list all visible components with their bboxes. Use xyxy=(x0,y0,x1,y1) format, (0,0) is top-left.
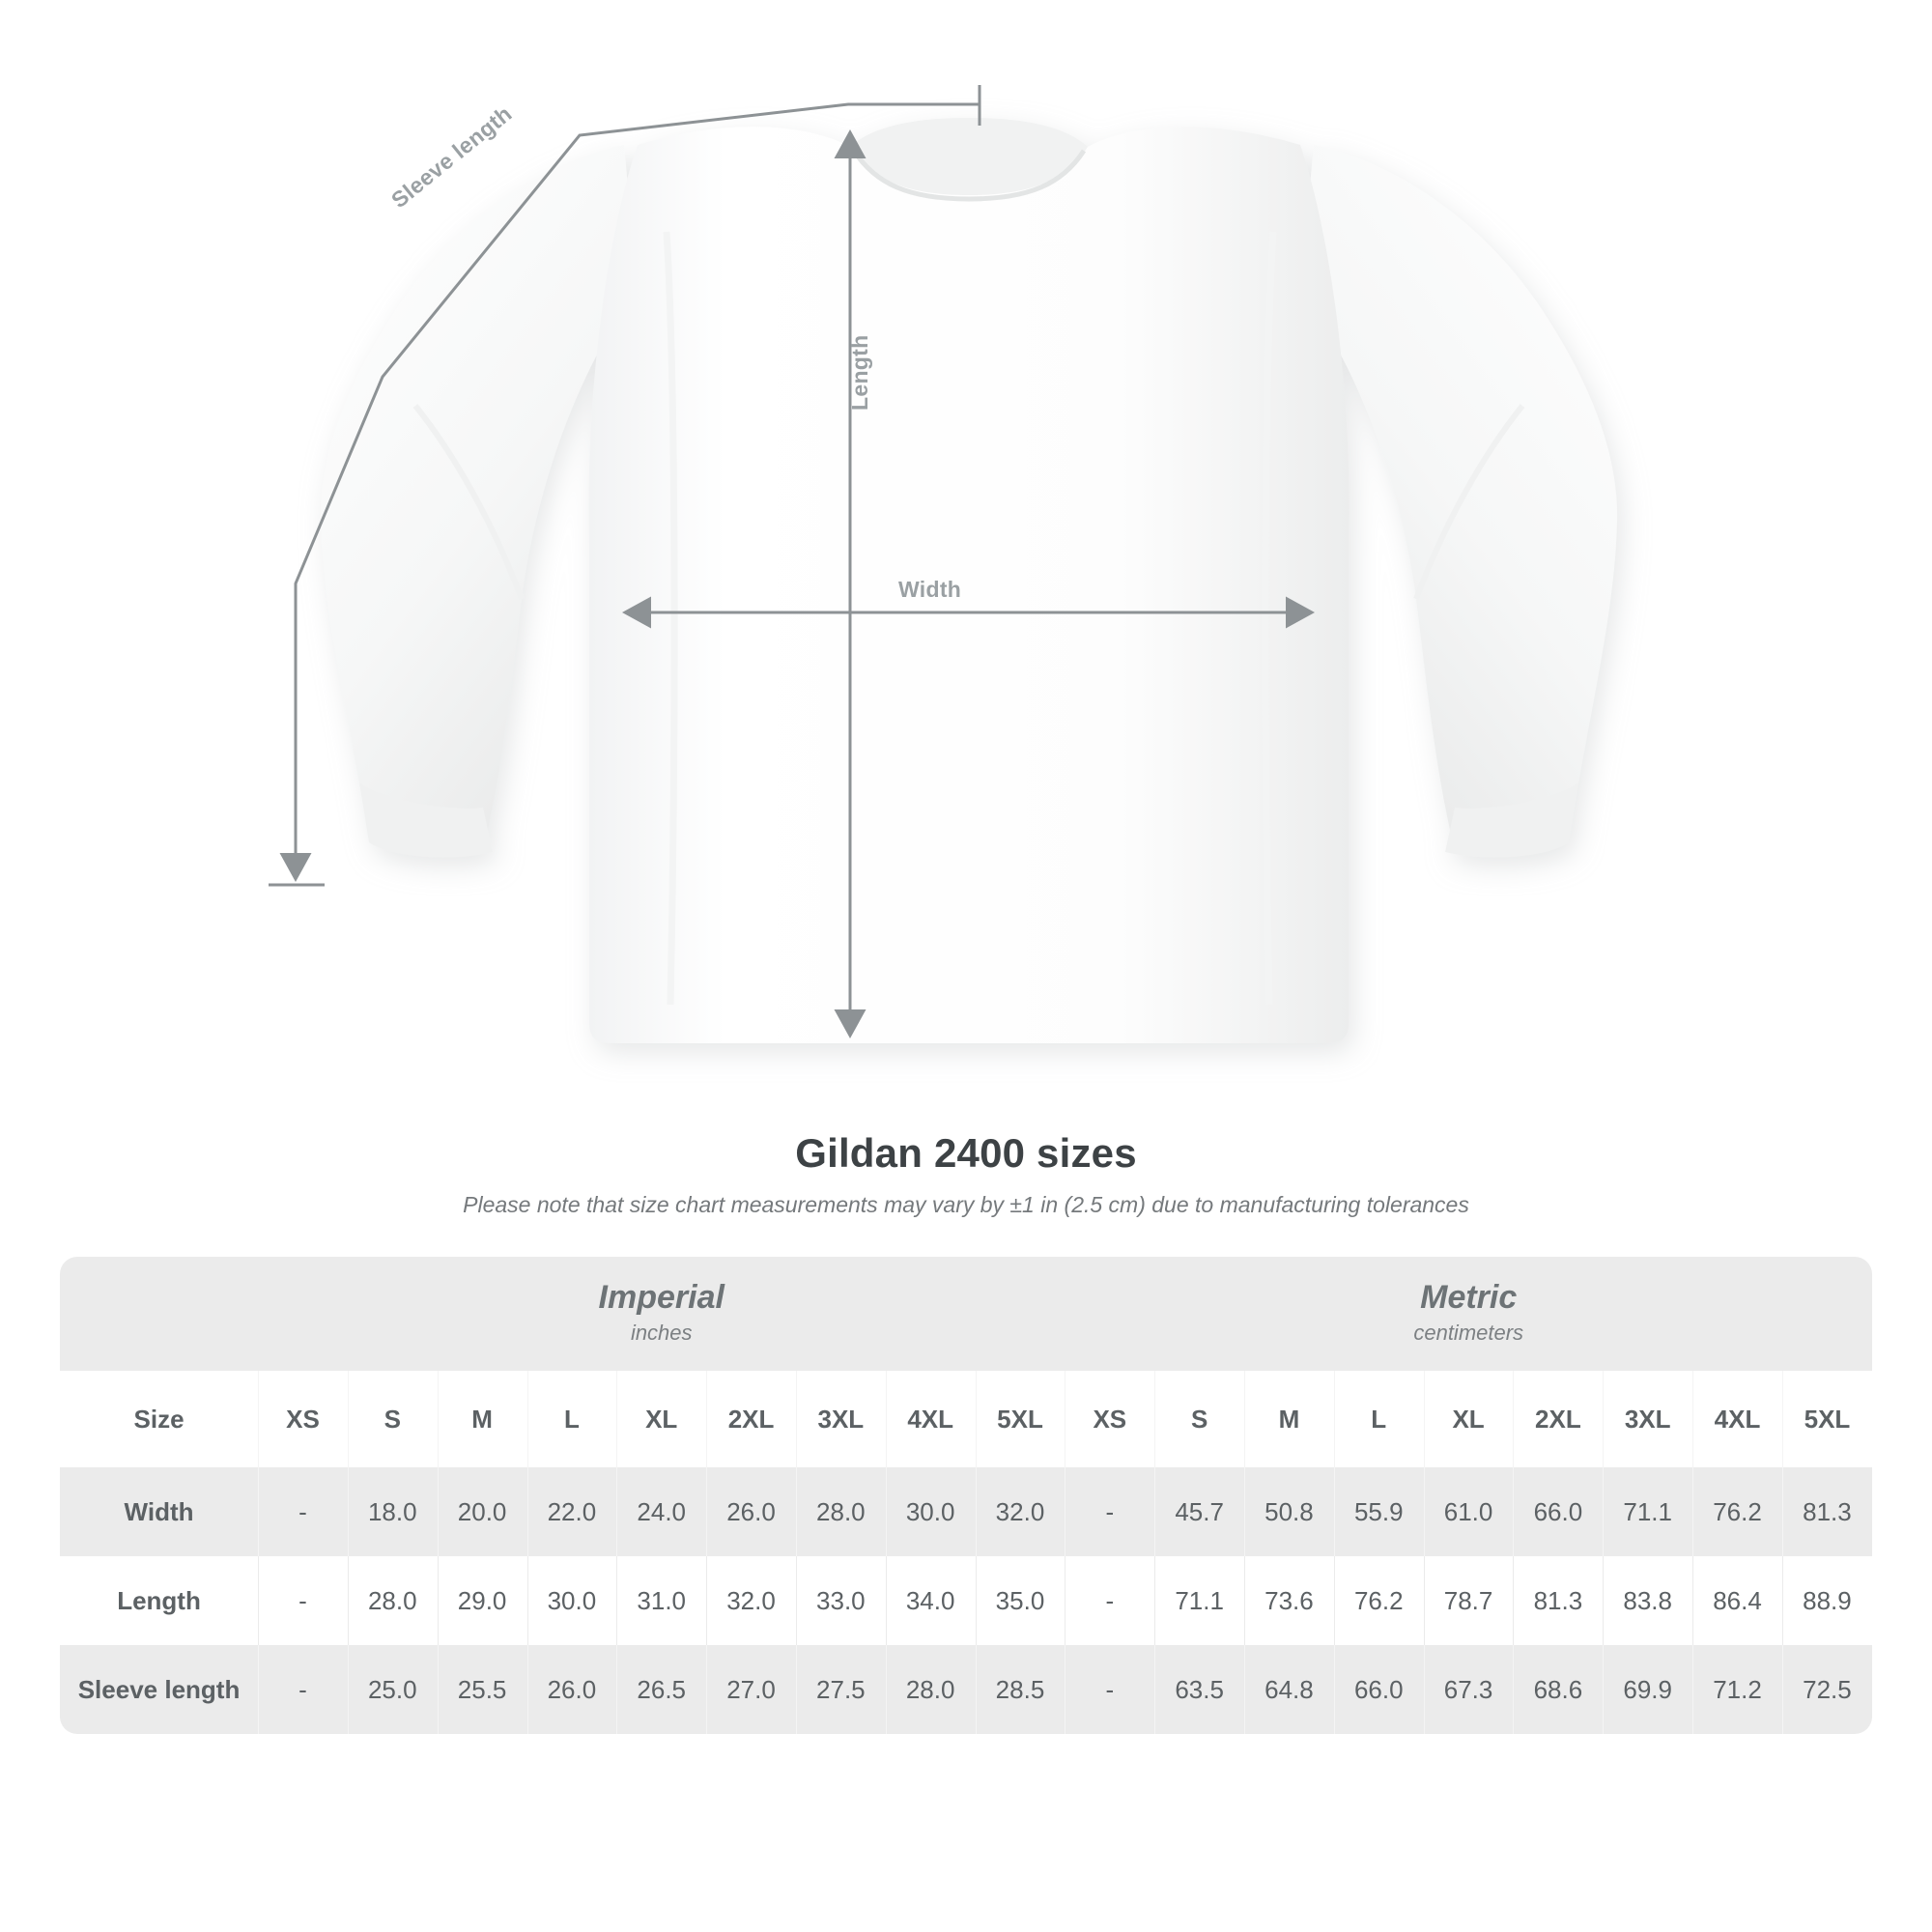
title-block xyxy=(0,1130,1932,1218)
unit-system-metric-unit: centimeters xyxy=(1413,1321,1524,1346)
size-table xyxy=(60,1257,1872,1734)
length-imperial-2xl: 32.0 xyxy=(706,1556,796,1645)
size-header-row xyxy=(60,1371,1872,1467)
size-header-imperial-s: S xyxy=(348,1371,438,1467)
unit-system-imperial-name: Imperial xyxy=(598,1278,724,1316)
sleeve-metric-xs: - xyxy=(1065,1645,1154,1734)
row-label-sleeve-length: Sleeve length xyxy=(60,1645,258,1734)
width-metric-2xl: 66.0 xyxy=(1513,1467,1603,1556)
width-imperial-xs: - xyxy=(258,1467,348,1556)
length-imperial-xl: 31.0 xyxy=(616,1556,706,1645)
size-header-metric-5xl: 5XL xyxy=(1782,1371,1872,1467)
sleeve-metric-4xl: 71.2 xyxy=(1692,1645,1782,1734)
size-header-imperial-3xl: 3XL xyxy=(796,1371,886,1467)
width-imperial-5xl: 32.0 xyxy=(976,1467,1065,1556)
sleeve-length-dimension-label: Sleeve length xyxy=(386,100,517,213)
unit-system-metric-name: Metric xyxy=(1420,1278,1518,1316)
row-label-width: Width xyxy=(60,1467,258,1556)
size-header-metric-4xl: 4XL xyxy=(1692,1371,1782,1467)
unit-spacer xyxy=(60,1257,258,1371)
table-row-length xyxy=(60,1556,1872,1645)
length-metric-3xl: 83.8 xyxy=(1603,1556,1692,1645)
length-metric-2xl: 81.3 xyxy=(1513,1556,1603,1645)
sleeve-metric-2xl: 68.6 xyxy=(1513,1645,1603,1734)
size-header-metric-m: M xyxy=(1244,1371,1334,1467)
size-header-imperial-l: L xyxy=(527,1371,617,1467)
unit-system-imperial-unit: inches xyxy=(630,1321,693,1346)
length-imperial-s: 28.0 xyxy=(348,1556,438,1645)
sleeve-imperial-4xl: 28.0 xyxy=(886,1645,976,1734)
sleeve-metric-3xl: 69.9 xyxy=(1603,1645,1692,1734)
size-header-metric-xl: XL xyxy=(1424,1371,1514,1467)
size-header-metric-3xl: 3XL xyxy=(1603,1371,1692,1467)
length-metric-5xl: 88.9 xyxy=(1782,1556,1872,1645)
table-row-width xyxy=(60,1467,1872,1556)
row-label-length: Length xyxy=(60,1556,258,1645)
length-metric-4xl: 86.4 xyxy=(1692,1556,1782,1645)
length-imperial-3xl: 33.0 xyxy=(796,1556,886,1645)
width-imperial-2xl: 26.0 xyxy=(706,1467,796,1556)
size-header-label: Size xyxy=(60,1371,258,1467)
width-metric-4xl: 76.2 xyxy=(1692,1467,1782,1556)
page-title: Gildan 2400 sizes xyxy=(795,1130,1137,1176)
sleeve-metric-l: 66.0 xyxy=(1334,1645,1424,1734)
size-header-metric-2xl: 2XL xyxy=(1513,1371,1603,1467)
table-row-sleeve-length xyxy=(60,1645,1872,1734)
length-imperial-l: 30.0 xyxy=(527,1556,617,1645)
sleeve-imperial-xs: - xyxy=(258,1645,348,1734)
width-imperial-s: 18.0 xyxy=(348,1467,438,1556)
width-dimension-label: Width xyxy=(898,577,962,602)
length-dimension-label: Length xyxy=(847,334,872,411)
length-metric-s: 71.1 xyxy=(1154,1556,1244,1645)
size-header-imperial-xs: XS xyxy=(258,1371,348,1467)
size-header-metric-xs: XS xyxy=(1065,1371,1154,1467)
width-metric-5xl: 81.3 xyxy=(1782,1467,1872,1556)
width-metric-m: 50.8 xyxy=(1244,1467,1334,1556)
length-metric-xs: - xyxy=(1065,1556,1154,1645)
width-imperial-xl: 24.0 xyxy=(616,1467,706,1556)
unit-system-row xyxy=(60,1257,1872,1371)
width-metric-3xl: 71.1 xyxy=(1603,1467,1692,1556)
width-metric-s: 45.7 xyxy=(1154,1467,1244,1556)
sleeve-imperial-5xl: 28.5 xyxy=(976,1645,1065,1734)
length-imperial-4xl: 34.0 xyxy=(886,1556,976,1645)
sleeve-metric-xl: 67.3 xyxy=(1424,1645,1514,1734)
width-imperial-l: 22.0 xyxy=(527,1467,617,1556)
width-metric-l: 55.9 xyxy=(1334,1467,1424,1556)
width-imperial-3xl: 28.0 xyxy=(796,1467,886,1556)
sleeve-metric-5xl: 72.5 xyxy=(1782,1645,1872,1734)
unit-system-imperial xyxy=(258,1257,1065,1371)
width-metric-xs: - xyxy=(1065,1467,1154,1556)
size-header-imperial-5xl: 5XL xyxy=(976,1371,1065,1467)
size-header-imperial-xl: XL xyxy=(616,1371,706,1467)
sleeve-imperial-m: 25.5 xyxy=(438,1645,527,1734)
size-header-imperial-m: M xyxy=(438,1371,527,1467)
sleeve-metric-m: 64.8 xyxy=(1244,1645,1334,1734)
sleeve-metric-s: 63.5 xyxy=(1154,1645,1244,1734)
length-imperial-xs: - xyxy=(258,1556,348,1645)
width-imperial-4xl: 30.0 xyxy=(886,1467,976,1556)
length-metric-xl: 78.7 xyxy=(1424,1556,1514,1645)
sleeve-imperial-xl: 26.5 xyxy=(616,1645,706,1734)
size-header-imperial-4xl: 4XL xyxy=(886,1371,976,1467)
unit-system-metric xyxy=(1065,1257,1872,1371)
sleeve-imperial-s: 25.0 xyxy=(348,1645,438,1734)
length-metric-l: 76.2 xyxy=(1334,1556,1424,1645)
sleeve-imperial-2xl: 27.0 xyxy=(706,1645,796,1734)
length-metric-m: 73.6 xyxy=(1244,1556,1334,1645)
size-header-metric-l: L xyxy=(1334,1371,1424,1467)
tolerance-note: Please note that size chart measurements may vary by ±1 in (2.5 cm) due to manufacturing tolerances xyxy=(463,1192,1469,1217)
length-imperial-5xl: 35.0 xyxy=(976,1556,1065,1645)
sleeve-imperial-3xl: 27.5 xyxy=(796,1645,886,1734)
sleeve-imperial-l: 26.0 xyxy=(527,1645,617,1734)
size-header-metric-s: S xyxy=(1154,1371,1244,1467)
size-table-wrapper xyxy=(60,1257,1872,1734)
width-imperial-m: 20.0 xyxy=(438,1467,527,1556)
width-metric-xl: 61.0 xyxy=(1424,1467,1514,1556)
length-imperial-m: 29.0 xyxy=(438,1556,527,1645)
size-header-imperial-2xl: 2XL xyxy=(706,1371,796,1467)
